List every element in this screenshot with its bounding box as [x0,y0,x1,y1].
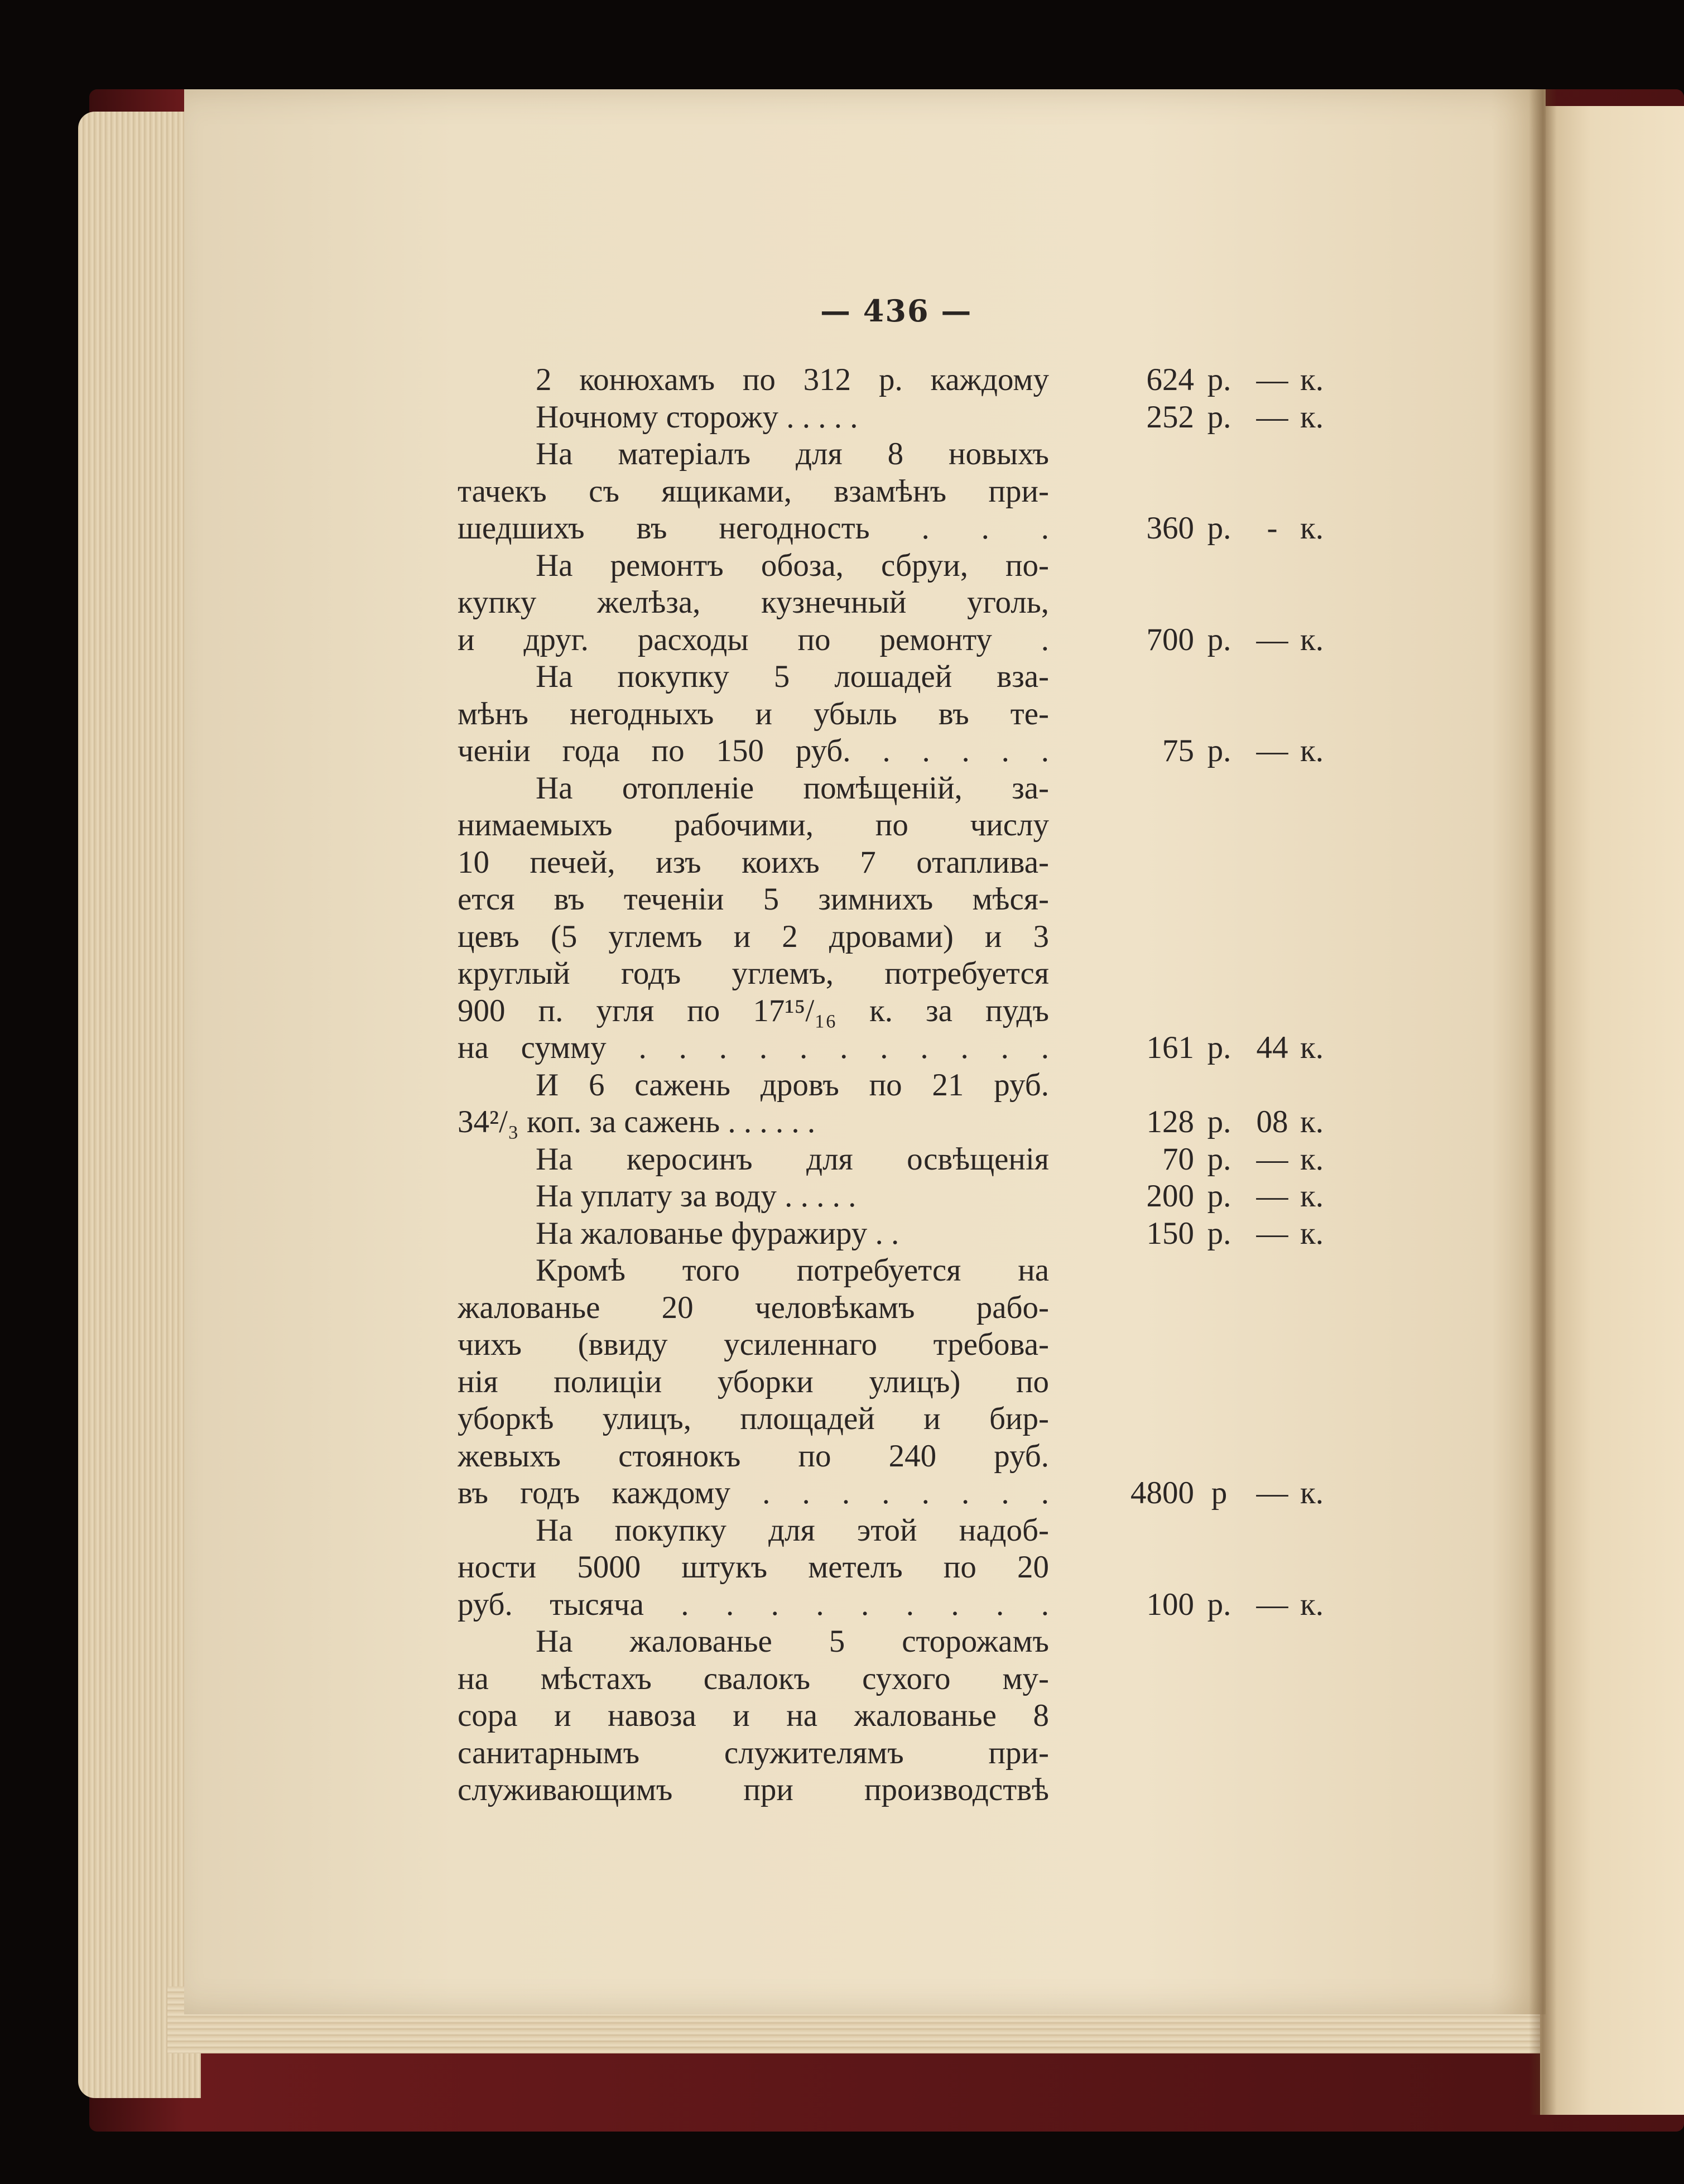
amount-empty [1105,1549,1339,1586]
ruble-unit: р. [1207,1178,1231,1214]
text-column [458,362,1049,1809]
text-line: нимаемыхъ рабочими, по числу [458,807,1049,843]
amount-rubles: 161 [1146,1030,1194,1065]
amount-rubles: 4800 [1130,1475,1194,1510]
amount-entry [1105,622,1339,659]
amount-empty [1105,1067,1339,1104]
kopeck-unit: к. [1300,1104,1324,1139]
amount-rubles: 128 [1146,1104,1194,1139]
amount-entry [1105,1141,1339,1178]
amount-empty [1105,955,1339,993]
amount-rubles: 150 [1146,1215,1194,1251]
amount-rubles: 252 [1146,399,1194,435]
amounts-column [1105,362,1339,1809]
text-line: 900 п. угля по 17¹⁵/₁₆ к. за пудъ [458,993,1049,1028]
kopeck-unit: к. [1300,511,1324,546]
amount-kopecks: — [1256,1215,1288,1251]
text-line: На покупку 5 лошадей вза- [536,659,1049,694]
amount-empty [1105,770,1339,807]
kopeck-unit: к. [1300,622,1324,657]
amount-empty [1105,993,1339,1030]
ruble-unit: р. [1207,733,1231,768]
amount-empty [1105,1364,1339,1401]
ruble-unit: р. [1207,1030,1231,1065]
ruble-unit: р. [1207,511,1231,546]
amount-kopecks: — [1256,1586,1288,1622]
amount-rubles: 70 [1162,1141,1194,1177]
amount-empty [1105,473,1339,511]
kopeck-unit: к. [1300,1475,1324,1510]
amount-rubles: 200 [1146,1178,1194,1214]
text-line: чихъ (ввиду усиленнаго требова- [458,1327,1049,1362]
text-line: и друг. расходы по ремонту . [458,622,1049,657]
text-line: служивающимъ при производствѣ [458,1772,1049,1807]
amount-entry [1105,510,1339,547]
amount-empty [1105,1401,1339,1438]
text-line: На керосинъ для освѣщенія [536,1141,1049,1177]
text-line: сора и навоза и на жалованье 8 [458,1698,1049,1733]
text-line: на мѣстахъ свалокъ сухого му- [458,1661,1049,1696]
book-gutter [1529,89,1557,2115]
amount-kopecks: — [1256,399,1288,435]
text-line: купку желѣза, кузнечный уголь, [458,585,1049,620]
amount-empty [1105,1661,1339,1698]
text-line: санитарнымъ служителямъ при- [458,1735,1049,1771]
amount-empty [1105,1326,1339,1364]
text-line: цевъ (5 углемъ и 2 дровами) и 3 [458,918,1049,954]
text-line: На покупку для этой надоб- [536,1512,1049,1548]
text-line: На жалованье 5 сторожамъ [536,1624,1049,1659]
text-line: нія полиціи уборки улицъ) по [458,1364,1049,1399]
amount-entry [1105,733,1339,770]
amount-empty [1105,1252,1339,1290]
amount-empty [1105,844,1339,882]
amount-kopecks: 08 [1256,1104,1288,1139]
amount-empty [1105,881,1339,918]
text-line: И 6 сажень дровъ по 21 руб. [536,1067,1049,1103]
kopeck-unit: к. [1300,399,1324,435]
amount-empty [1105,1623,1339,1661]
kopeck-unit: к. [1300,362,1324,397]
amount-rubles: 360 [1146,511,1194,546]
kopeck-unit: к. [1300,1178,1324,1214]
text-line: На жалованье фуражиру . . [536,1215,899,1251]
amount-entry [1105,1586,1339,1624]
text-line: уборкѣ улицъ, площадей и бир- [458,1401,1049,1436]
amount-rubles: 100 [1146,1586,1194,1622]
ruble-unit: р. [1207,622,1231,657]
amount-kopecks: — [1256,1178,1288,1214]
ruble-unit: р. [1207,1104,1231,1139]
amount-entry [1105,1104,1339,1141]
amount-empty [1105,1290,1339,1327]
amount-empty [1105,918,1339,956]
text-line: ности 5000 штукъ метелъ по 20 [458,1550,1049,1585]
text-line: въ годъ каждому . . . . . . . . [458,1475,1049,1510]
amount-empty [1105,1438,1339,1475]
amount-entry [1105,1215,1339,1253]
text-line: жевыхъ стоянокъ по 240 руб. [458,1438,1049,1474]
facing-page [1540,106,1684,2115]
page-edges-left [78,112,201,2098]
text-line: жалованье 20 человѣкамъ рабо- [458,1290,1049,1325]
amount-kopecks: — [1256,622,1288,657]
amount-entry [1105,1475,1339,1512]
ruble-unit: р. [1207,1586,1231,1622]
amount-entry [1105,1178,1339,1215]
text-line: 2 конюхамъ по 312 р. каждому [536,362,1049,397]
text-line: тачекъ съ ящиками, взамѣнъ при- [458,473,1049,509]
ruble-unit: р. [1207,362,1231,397]
text-line: Кромѣ того потребуется на [536,1253,1049,1288]
kopeck-unit: к. [1300,1030,1324,1065]
amount-kopecks: — [1256,1141,1288,1177]
kopeck-unit: к. [1300,1586,1324,1622]
amount-empty [1105,547,1339,585]
text-line: круглый годъ углемъ, потребуется [458,956,1049,991]
amount-rubles: 700 [1146,622,1194,657]
text-line: 34²/₃ коп. за сажень . . . . . . [458,1104,816,1139]
text-line: руб. тысяча . . . . . . . . . [458,1586,1049,1622]
text-line: На ремонтъ обоза, сбруи, по- [536,547,1049,583]
kopeck-unit: к. [1300,1141,1324,1177]
amount-kopecks: — [1256,362,1288,397]
ruble-unit: р [1211,1475,1228,1510]
text-line: Ночному сторожу . . . . . [536,399,858,435]
text-line: шедшихъ въ негодность . . . [458,511,1049,546]
amount-empty [1105,1735,1339,1772]
amount-entry [1105,399,1339,436]
text-line: ченіи года по 150 руб. . . . . . [458,733,1049,768]
amount-empty [1105,807,1339,844]
amount-entry [1105,1030,1339,1067]
amount-empty [1105,584,1339,622]
amount-rubles: 75 [1162,733,1194,768]
page-number: — 436 — [820,293,973,329]
text-line: мѣнъ негодныхъ и убыль въ те- [458,696,1049,732]
ruble-unit: р. [1207,1215,1231,1251]
text-line: На матеріалъ для 8 новыхъ [536,436,1049,472]
ruble-unit: р. [1207,399,1231,435]
amount-empty [1105,436,1339,473]
text-line: 10 печей, изъ коихъ 7 отаплива- [458,844,1049,880]
amount-empty [1105,1697,1339,1735]
text-line: на сумму . . . . . . . . . . . [458,1030,1049,1065]
amount-entry [1105,362,1339,399]
amount-empty [1105,1772,1339,1809]
amount-rubles: 624 [1146,362,1194,397]
amount-empty [1105,658,1339,696]
text-line: ется въ теченіи 5 зимнихъ мѣся- [458,882,1049,917]
text-line: На уплату за воду . . . . . [536,1178,857,1214]
amount-kopecks: - [1267,511,1278,546]
amount-kopecks: — [1256,733,1288,768]
kopeck-unit: к. [1300,733,1324,768]
amount-empty [1105,696,1339,733]
amount-kopecks: 44 [1256,1030,1288,1065]
ruble-unit: р. [1207,1141,1231,1177]
amount-empty [1105,1512,1339,1550]
kopeck-unit: к. [1300,1215,1324,1251]
amount-kopecks: — [1256,1475,1288,1510]
text-line: На отопленіе помѣщеній, за- [536,770,1049,806]
